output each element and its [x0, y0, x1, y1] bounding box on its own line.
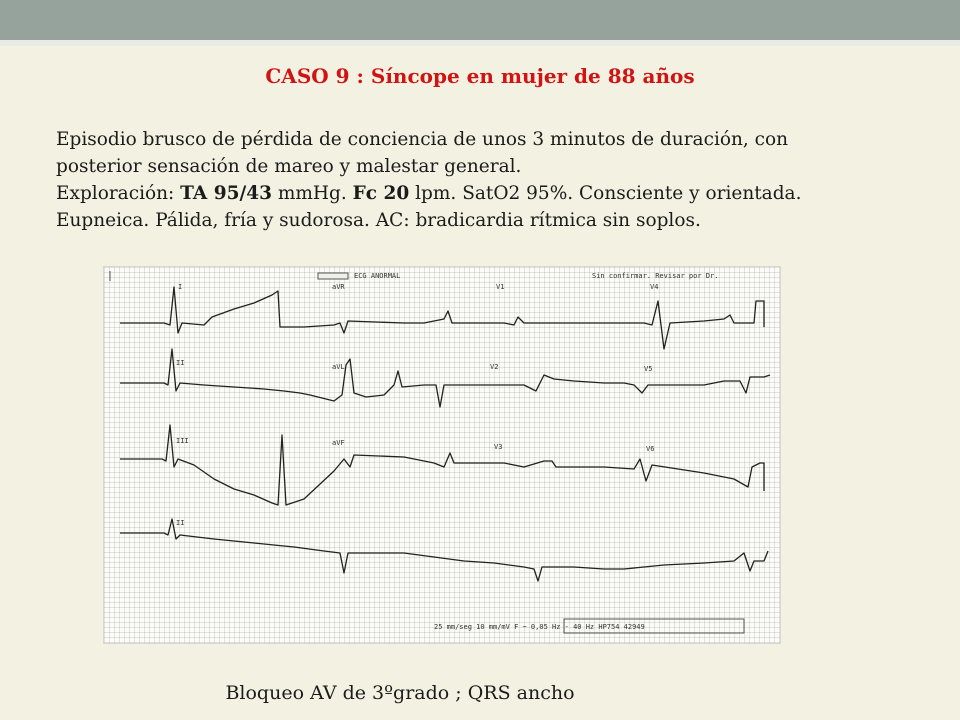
ecg-header-box — [318, 273, 348, 279]
ta-value: TA 95/43 — [180, 183, 272, 204]
lead-label-i: I — [178, 283, 183, 291]
lead-label-avf: aVF — [332, 439, 345, 447]
fc-value: Fc 20 — [352, 183, 410, 204]
lead-label-v5: V5 — [644, 365, 653, 373]
description-line-1: Episodio brusco de pérdida de conciencia de unos 3 minutos de duración, con — [56, 129, 789, 150]
lead-label-v3: V3 — [494, 443, 503, 451]
slide-top-line — [0, 40, 960, 46]
description-line-2: posterior sensación de mareo y malestar general. — [56, 156, 522, 177]
ecg-header-center: ECG ANORMAL — [354, 272, 401, 280]
ecg-header-right: Sin confirmar. Revisar por Dr. — [592, 272, 719, 280]
lead-label-iii: III — [176, 437, 189, 445]
ecg-footer: 25 mm/seg 10 mm/mV F ~ 0,05 Hz - 40 Hz HP754 42949 — [434, 623, 645, 631]
ecg-trace-row-4 — [120, 519, 768, 581]
lead-label-v4: V4 — [650, 283, 659, 291]
slide-title: CASO 9 : Síncope en mujer de 88 años — [265, 64, 695, 88]
description-line-3: Exploración: TA 95/43 mmHg. Fc 20 lpm. SatO2 95%. Consciente y orientada. — [56, 183, 802, 204]
slide-top-bar — [0, 0, 960, 40]
lead-label-avl: aVL — [332, 363, 345, 371]
lead-label-v6: V6 — [646, 445, 655, 453]
description-line-4: Eupneica. Pálida, fría y sudorosa. AC: bradicardia rítmica sin soplos. — [56, 210, 701, 231]
lead-label-v1: V1 — [496, 283, 505, 291]
ecg-trace-row-1 — [120, 287, 764, 349]
lead-label-v2: V2 — [490, 363, 499, 371]
lead-label-ii: II — [176, 359, 185, 367]
ecg-trace-row-2 — [120, 349, 770, 407]
ecg-tracing — [104, 267, 780, 643]
lead-label-avr: aVR — [332, 283, 345, 291]
case-description — [56, 126, 906, 234]
ecg-image — [103, 266, 781, 644]
diagnosis-caption: Bloqueo AV de 3ºgrado ; QRS ancho — [225, 682, 575, 704]
ecg-trace-row-3 — [120, 425, 764, 505]
lead-label-ii-rhythm: II — [176, 519, 185, 527]
